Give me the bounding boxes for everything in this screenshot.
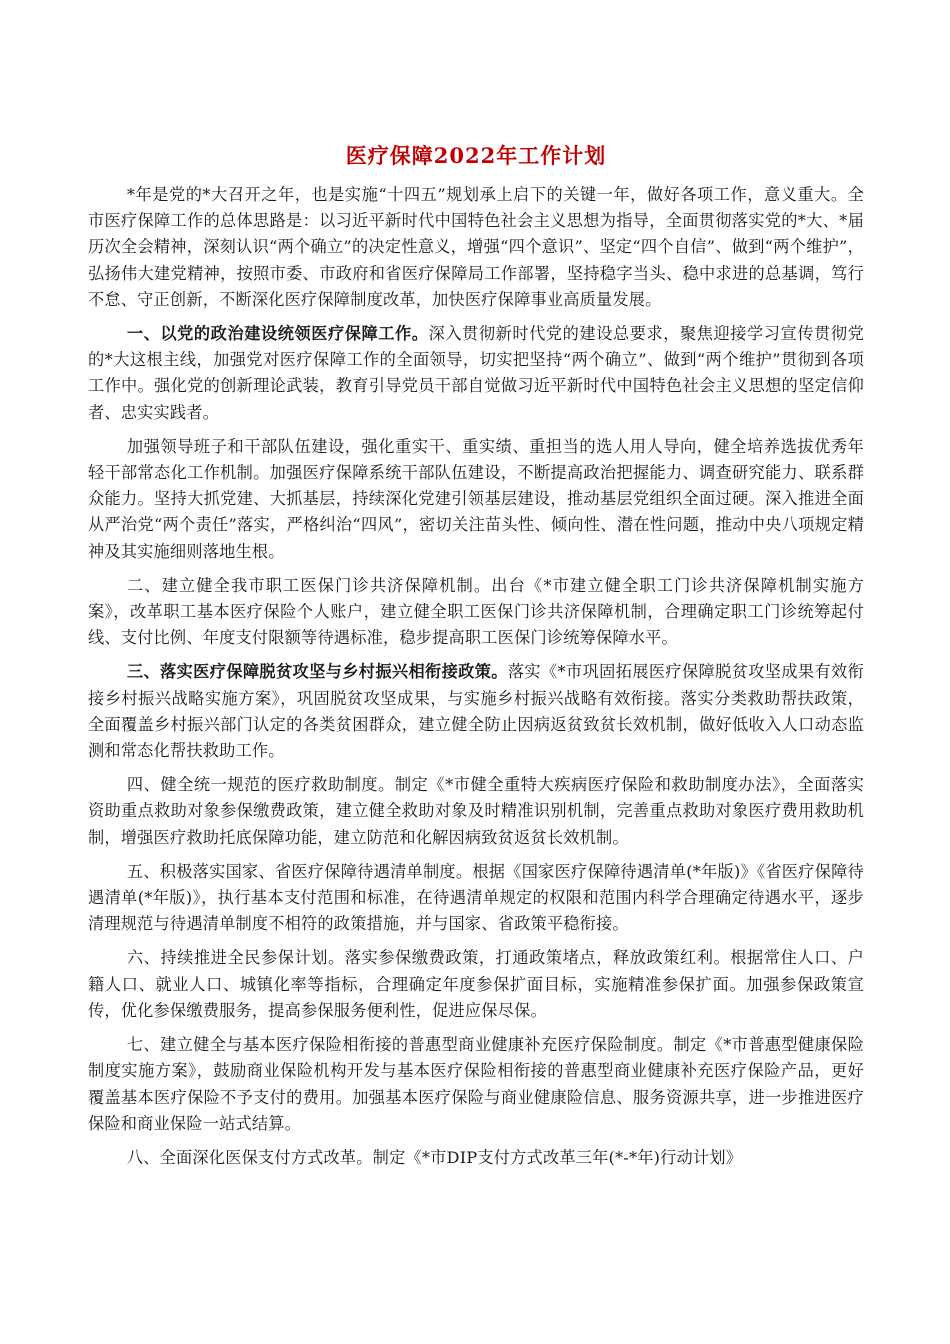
paragraph-section-1 xyxy=(88,321,864,426)
paragraph-section-8 xyxy=(88,1145,864,1171)
document-page xyxy=(88,140,864,1179)
paragraph-intro xyxy=(88,182,864,313)
paragraph-section-2 xyxy=(88,573,864,652)
paragraph-text: 落实《*市巩固拓展医疗保障脱贫攻坚成果有效衔接乡村振兴战略实施方案》，巩固脱贫攻坚成果，与实施乡村振兴战略有效衔接。落实分类救助帮扶政策，全面覆盖乡村振兴部门认定的各类贫困群众，建立健全防止因病返贫致贫长效机制，做好低收入人口动态监测和常态化帮扶救助工作。 xyxy=(88,662,864,761)
paragraph-text: 二、建立健全我市职工医保门诊共济保障机制。出台《*市建立健全职工门诊共济保障机制实施方案》，改革职工基本医疗保险个人账户，建立健全职工医保门诊共济保障机制，合理确定职工门诊统筹起付线、支付比例、年度支付限额等待遇标准，稳步提高职工医保门诊统筹保障水平。 xyxy=(88,575,864,648)
paragraph-text: *年是党的*大召开之年，也是实施“十四五”规划承上启下的关键一年，做好各项工作，意义重大。全市医疗保障工作的总体思路是：以习近平新时代中国特色社会主义思想为指导，全面贯彻落实党的*大、*届历次全会精神，深刻认识“两个确立”的决定性意义，增强“四个意识”、坚定“四个自信”、做到“两个维护”，弘扬伟大建党精神，按照市委、市政府和省医疗保障局工作部署，坚持稳字当头、稳中求进的总基调，笃行不怠、守正创新，不断深化医疗保障制度改革，加快医疗保障事业高质量发展。 xyxy=(88,185,864,309)
paragraph-text: 六、持续推进全民参保计划。落实参保缴费政策，打通政策堵点，释放政策红利。根据常住人口、户籍人口、就业人口、城镇化率等指标，合理确定年度参保扩面目标，实施精准参保扩面。加强参保政策宣传，优化参保缴费服务，提高参保服务便利性，促进应保尽保。 xyxy=(88,948,864,1020)
paragraph-text: 七、建立健全与基本医疗保险相衔接的普惠型商业健康补充医疗保险制度。制定《*市普惠型健康保险制度实施方案》，鼓励商业保险机构开发与基本医疗保险相衔接的普惠型商业健康补充医疗保险产品，更好覆盖基本医疗保险不予支付的费用。加强基本医疗保险与商业健康险信息、服务资源共享，进一步推进医疗保险和商业保险一站式结算。 xyxy=(88,1035,864,1133)
paragraph-text: 加强领导班子和干部队伍建设，强化重实干、重实绩、重担当的选人用人导向，健全培养选拔优秀年轻干部常态化工作机制。加强医疗保障系统干部队伍建设，不断提高政治把握能力、调查研究能力、联系群众能力。坚持大抓党建、大抓基层，持续深化党建引领基层建设，推动基层党组织全面过硬。深入推进全面从严治党“两个责任”落实，严格纠治“四风”，密切关注苗头性、倾向性、潜在性问题，推动中央八项规定精神及其实施细则落地生根。 xyxy=(88,436,864,561)
paragraph-section-7 xyxy=(88,1032,864,1137)
paragraph-text: 深入贯彻新时代党的建设总要求，聚焦迎接学习宣传贯彻党的*大这根主线，加强党对医疗保障工作的全面领导，切实把坚持“两个确立”、做到“两个维护”贯彻到各项工作中。强化党的创新理论武装，教育引导党员干部自觉做习近平新时代中国特色社会主义思想的坚定信仰者、忠实实践者。 xyxy=(88,324,864,422)
paragraph-section-5 xyxy=(88,859,864,938)
paragraph-heading: 三、落实医疗保障脱贫攻坚与乡村振兴相衔接政策。 xyxy=(126,662,508,682)
paragraph-heading: 一、以党的政治建设统领医疗保障工作。 xyxy=(126,324,429,344)
paragraph-section-6 xyxy=(88,945,864,1024)
document-title: 医疗保障2022年工作计划 xyxy=(345,143,607,168)
paragraph-section-3 xyxy=(88,659,864,764)
paragraph-section-1-cont xyxy=(88,434,864,565)
paragraph-section-4 xyxy=(88,772,864,851)
paragraph-text: 五、积极落实国家、省医疗保障待遇清单制度。根据《国家医疗保障待遇清单(*年版)》《省医疗保障待遇清单(*年版)》，执行基本支付范围和标准，在待遇清单规定的权限和范围内科学合理确定待遇水平，逐步清理规范与待遇清单制度不相符的政策措施，并与国家、省政策平稳衔接。 xyxy=(88,861,864,934)
paragraph-text: 四、健全统一规范的医疗救助制度。制定《*市健全重特大疾病医疗保险和救助制度办法》，全面落实资助重点救助对象参保缴费政策，建立健全救助对象及时精准识别机制，完善重点救助对象医疗费用救助机制，增强医疗救助托底保障功能，建立防范和化解因病致贫返贫长效机制。 xyxy=(88,775,864,847)
paragraph-text: 八、全面深化医保支付方式改革。制定《*市DIP支付方式改革三年(*-*年)行动计划》 xyxy=(126,1147,743,1167)
